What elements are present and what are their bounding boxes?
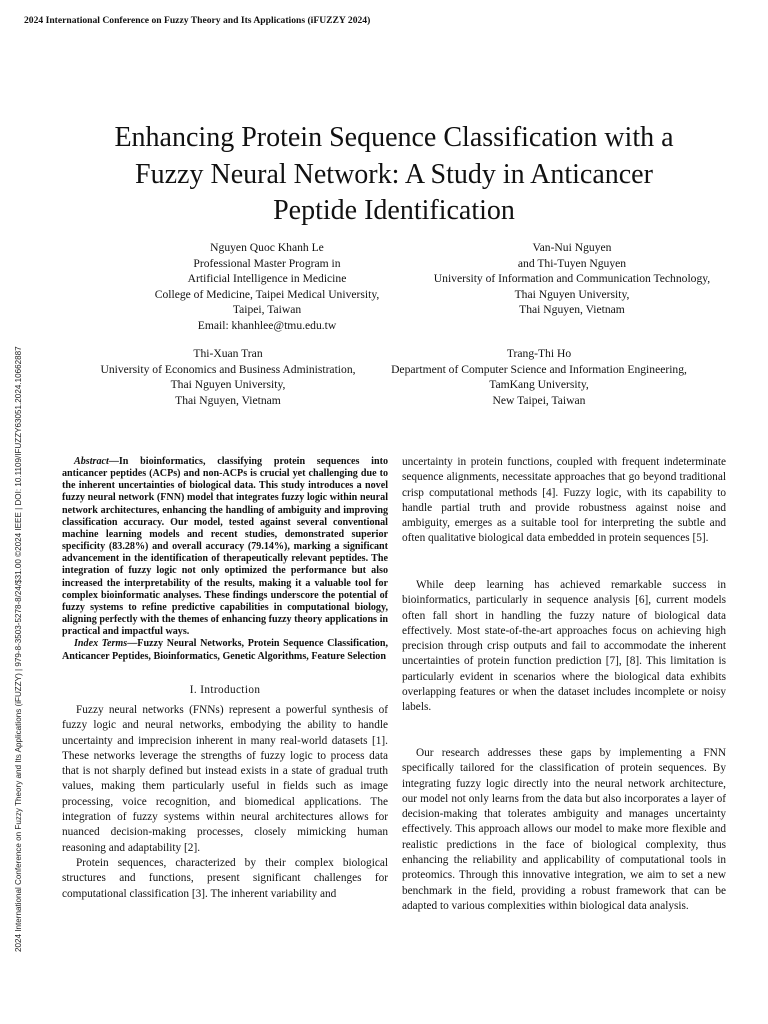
- abstract-text: In bioinformatics, classifying protein sequences into anticancer peptides (ACPs) and non-ACPs is crucial yet challenging due to the inherent uncertainties of biological data. This study introduces a novel fuzzy neural network (FNN) model that integrates fuzzy logic within neural network architectures, enhancing the handling of ambiguity and improving classification accuracy. Our model, tested against several conventional machine learning models and recent studies, demonstrated superior specificity (83.28%) and overall accuracy (79.14%), marking a significant advancement in the identification of therapeutically relevant peptides. The integration of fuzzy logic not only optimized the performance but also increased the interpretability of the results, making it a valuable tool for complex bioinformatic analyses. These findings underscore the potential of fuzzy systems to refine predictive capabilities in computational biology, aligning perfectly with the themes of enhancing fuzzy theory applications in practical and impactful ways.: [62, 456, 388, 638]
- abstract-label: Abstract: [74, 456, 109, 467]
- affiliation-line: Thai Nguyen, Vietnam: [175, 393, 281, 407]
- author-name: and Thi-Tuyen Nguyen: [517, 256, 627, 270]
- author-email: Email: khanhlee@tmu.edu.tw: [197, 318, 337, 332]
- index-terms-label: Index Terms: [74, 638, 128, 650]
- author-name: Van-Nui Nguyen: [532, 241, 612, 254]
- author-name: Trang-Thi Ho: [506, 347, 572, 360]
- author-block-2: [382, 240, 762, 318]
- paper-title: [60, 120, 728, 230]
- abstract: [62, 456, 388, 663]
- author-name: Thi-Xuan Tran: [193, 347, 263, 360]
- introduction-right-paragraph-2: [402, 578, 726, 716]
- title-line: Peptide Identification: [273, 195, 515, 226]
- body-paragraph: Fuzzy neural networks (FNNs) represent a powerful synthesis of fuzzy logic and neural networks, embodying the ability to handle uncertainty and imprecision inherent in many real-world datasets [1]. These networks leverage the strengths of fuzzy logic to process data that is not sharply defined but instead exists in a state of gradual truth values, making them particularly useful in fields such as image processing, voice recognition, and biomedical applications. The integration of fuzzy systems within neural architectures allows for nuanced decision-making processes, closely mimicking human reasoning and adaptability [2].: [62, 704, 388, 854]
- index-terms-text: Fuzzy Neural Networks, Protein Sequence Classification, Anticancer Peptides, Bioinformatics, Genetic Algorithms, Feature Selection: [62, 638, 388, 662]
- body-paragraph: Our research addresses these gaps by implementing a FNN specifically tailored for the classification of protein sequences. By integrating fuzzy logic directly into the neural network architecture, our model not only learns from the data but also incorporates a layer of decision-making that tolerates ambiguity and manages uncertainty effectively. This approach allows our model to make more flexible and realistic predictions in the face of biological complexity, thus enhancing the reliability and applicability of computational tools in proteomics. Through this innovative integration, we aim to set a new benchmark in the field, providing a robust framework that can be adapted to various complexities within biological data analysis.: [402, 747, 726, 912]
- title-line: Fuzzy Neural Network: A Study in Anticancer: [135, 158, 653, 190]
- affiliation-line: Thai Nguyen University,: [170, 378, 286, 391]
- section-heading: I. Introduction: [189, 684, 261, 696]
- running-head: 2024 International Conference on Fuzzy Theory and Its Applications (iFUZZY 2024): [24, 15, 371, 26]
- affiliation-line: Taipei, Taiwan: [232, 303, 302, 316]
- body-paragraph: Protein sequences, characterized by their complex biological structures and functions, present significant challenges for computational classification [3]. The inherent variability and: [62, 856, 388, 900]
- affiliation-line: New Taipei, Taiwan: [492, 393, 586, 407]
- affiliation-line: University of Economics and Business Administration,: [100, 362, 356, 376]
- abstract-paragraph: Abstract—In bioinformatics, classifying protein sequences into anticancer peptides (ACPs) and non-ACPs is crucial yet challenging due to the inherent uncertainties of biological data. This study introduces a novel fuzzy neural network (FNN) model that integrates fuzzy logic within neural network architectures, enhancing the handling of ambiguity and improving classification accuracy. Our model, tested against several conventional machine learning models and recent studies, demonstrated superior specificity (83.28%) and overall accuracy (79.14%), marking a significant advancement in the identification of therapeutically relevant peptides. The integration of fuzzy logic not only optimized the performance but also increased the interpretability of the results, making it a valuable tool for complex bioinformatic analyses. These findings underscore the potential of fuzzy systems to refine predictive capabilities in computational biology, aligning perfectly with the themes of enhancing fuzzy theory applications in practical and impactful ways.: [62, 456, 388, 638]
- author-block-3: [48, 346, 408, 408]
- copyright-doi-strip: 2024 International Conference on Fuzzy Theory and Its Applications (iFUZZY) | 979-8-3503-5278-8/24/$31.00 ©2024 IEEE | DOI: 10.1109/IFUZZY63051.2024.10662887: [14, 346, 23, 952]
- author-name: Nguyen Quoc Khanh Le: [210, 241, 324, 254]
- introduction-left-column: [62, 703, 388, 902]
- affiliation-line: Artificial Intelligence in Medicine: [187, 272, 347, 285]
- affiliation-line: College of Medicine, Taipei Medical University,: [154, 287, 380, 301]
- body-paragraph: uncertainty in protein functions, coupled with frequent indeterminate sequence alignments, necessitate approaches that go beyond traditional crisp computational methods [4]. Fuzzy logic, with its capability to handle partial truth and provide robustness against noise and ambiguity, emerges as a suitable tool for interpreting the subtle and often qualitative biological data embedded in protein sequences [5].: [402, 456, 726, 545]
- affiliation-line: Professional Master Program in: [193, 256, 341, 270]
- affiliation-line: TamKang University,: [489, 378, 589, 391]
- affiliation-line: Thai Nguyen University,: [514, 287, 630, 301]
- body-paragraph: While deep learning has achieved remarkable success in bioinformatics, particularly in sequence analysis [6], current models often fall short in handling the fuzzy nature of biological data effectively. Most state-of-the-art approaches focus on achieving high precision through crisp outputs and fail to accommodate the inherent uncertainties of protein function prediction [7], [8]. This limitation is particularly evident in scenarios where the biological data exhibits overlapping features or when the dataset includes incomplete or noisy labels.: [402, 579, 726, 714]
- title-line: Enhancing Protein Sequence Classification with a: [114, 122, 674, 153]
- affiliation-line: Department of Computer Science and Information Engineering,: [391, 362, 687, 376]
- introduction-right-paragraph-1: [402, 455, 726, 547]
- introduction-right-paragraph-3: [402, 746, 726, 914]
- index-terms: Index Terms—Fuzzy Neural Networks, Protein Sequence Classification, Anticancer Peptides, Bioinformatics, Genetic Algorithms, Feature Selection: [62, 638, 388, 662]
- affiliation-line: Thai Nguyen, Vietnam: [519, 303, 625, 316]
- affiliation-line: University of Information and Communication Technology,: [433, 272, 711, 285]
- author-block-4: [362, 346, 716, 408]
